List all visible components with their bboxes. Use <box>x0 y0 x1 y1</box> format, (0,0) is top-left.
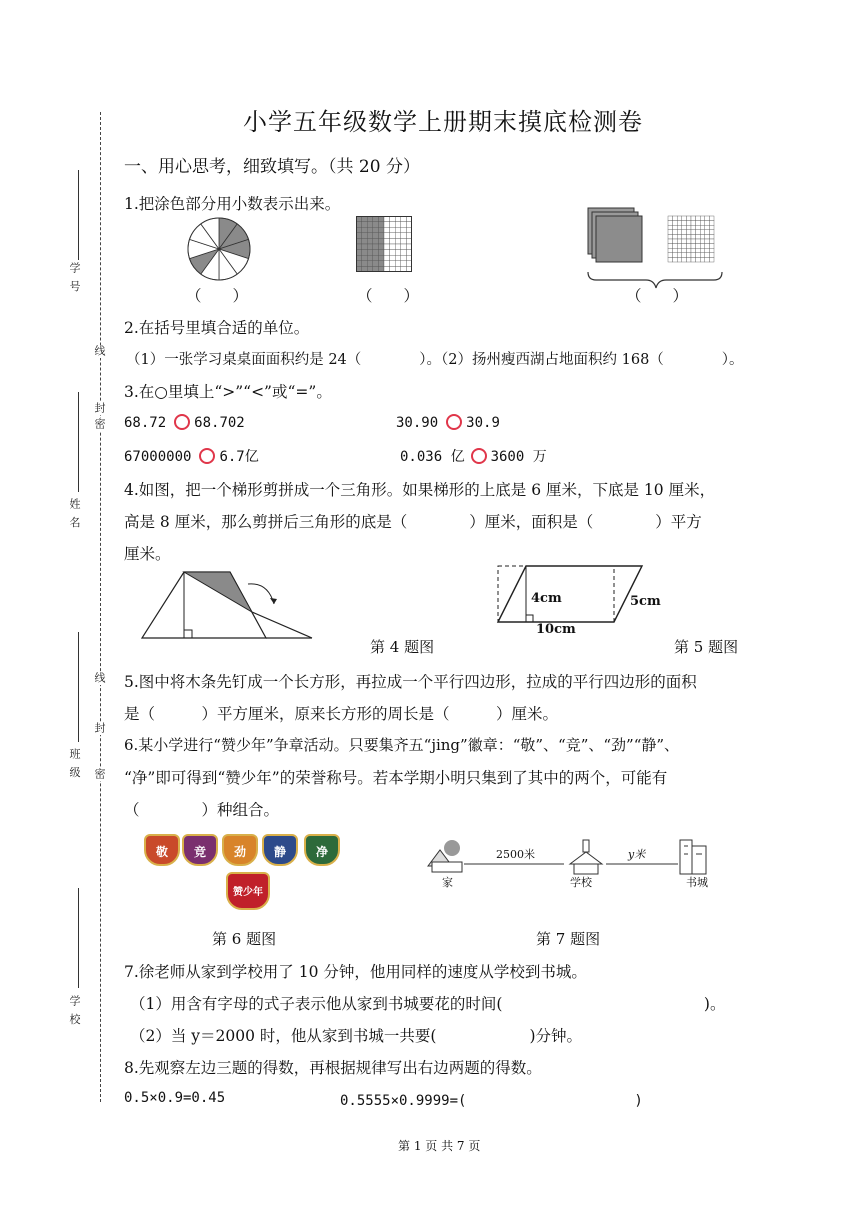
q7-text: 7.徐老师从家到学校用了 10 分钟，他用同样的速度从学校到书城。 <box>124 963 587 981</box>
q7-dist2-label: y米 <box>628 848 646 861</box>
q6-line3: （ ）种组合。 <box>124 801 280 819</box>
q3-value: 0.036 亿 <box>400 449 465 465</box>
grid-cell <box>401 255 407 261</box>
margin-school-label: 学 校 <box>68 995 81 1027</box>
grid-cell <box>677 216 682 221</box>
grid-cell <box>677 257 682 262</box>
grid-cell <box>668 257 673 262</box>
grid-cell <box>668 216 673 221</box>
compare-circle[interactable] <box>471 448 487 464</box>
grid-cell <box>691 221 696 226</box>
grid-cell <box>384 233 390 239</box>
q5-caption: 第 5 题图 <box>674 638 739 656</box>
grid-cell <box>373 233 379 239</box>
grid-cell <box>700 234 705 239</box>
grid-cell <box>686 253 691 258</box>
grid-cell <box>677 230 682 235</box>
grid-cell <box>384 261 390 267</box>
q6-line1: 6.某小学进行“赞少年”争章活动。只要集齐五“jing”徽章：“敬”、“竞”、“劲”“静”、 <box>124 736 680 754</box>
grid-cell <box>378 244 384 250</box>
q5-line1: 5.图中将木条先钉成一个长方形，再拉成一个平行四边形，拉成的平行四边形的面积 <box>124 673 697 691</box>
grid-cell <box>705 216 710 221</box>
q5-height-label: 4cm <box>531 591 562 606</box>
grid-cell <box>709 239 714 244</box>
grid-cell <box>705 239 710 244</box>
grid-cell <box>700 239 705 244</box>
grid-cell <box>686 225 691 230</box>
grid-cell <box>686 239 691 244</box>
grid-cell <box>390 238 396 244</box>
grid-cell <box>367 222 373 228</box>
grid-cell <box>384 250 390 256</box>
grid-cell <box>673 239 678 244</box>
q3-value: 3600 万 <box>490 449 547 465</box>
grid-cell <box>668 244 673 249</box>
grid2-cells <box>668 216 714 262</box>
grid-cell <box>373 222 379 228</box>
q3-value: 68.72 <box>124 415 167 431</box>
grid-cell <box>395 222 401 228</box>
grid-cell <box>668 248 673 253</box>
badge-jing-strength: 劲 <box>222 834 258 866</box>
q3-value: 68.702 <box>194 415 245 431</box>
grid-cell <box>682 230 687 235</box>
grid-cell <box>362 222 368 228</box>
grid-cell <box>401 250 407 256</box>
q5-base-label: 10cm <box>536 622 576 637</box>
grid-cell <box>691 253 696 258</box>
grid-cell <box>362 255 368 261</box>
grid-cell <box>395 227 401 233</box>
grid-cell <box>401 244 407 250</box>
badge-jing-clean: 净 <box>304 834 340 866</box>
grid-cell <box>373 244 379 250</box>
margin-class-line <box>78 632 79 742</box>
compare-circle[interactable] <box>174 414 190 430</box>
seal-top-3: 密 <box>93 418 106 431</box>
grid-cell <box>691 230 696 235</box>
grid-cell <box>682 239 687 244</box>
page-footer: 第 1 页 共 7 页 <box>398 1139 481 1153</box>
grid-cell <box>673 225 678 230</box>
grid-cell <box>395 238 401 244</box>
grid-cell <box>384 238 390 244</box>
grid-cell <box>362 233 368 239</box>
q7-dist1-label: 2500米 <box>496 848 535 861</box>
grid-cell <box>705 248 710 253</box>
grid-cell <box>673 234 678 239</box>
seal-bottom-2: 封 <box>93 722 106 735</box>
grid-cell <box>367 227 373 233</box>
q3-row2-left <box>124 446 259 466</box>
q8-right-expr: 0.5555×0.9999=( ) <box>340 1093 643 1109</box>
grid-cell <box>367 244 373 250</box>
q7-sub2: （2）当 y＝2000 时，他从家到书城一共要( )分钟。 <box>130 1027 583 1045</box>
q1-blank-1[interactable]: （ ） <box>186 287 249 305</box>
grid-cell <box>691 248 696 253</box>
grid-cell <box>378 250 384 256</box>
grid-cell <box>362 238 368 244</box>
q4-line3: 厘米。 <box>124 545 171 563</box>
grid-cell <box>390 250 396 256</box>
page-title: 小学五年级数学上册期末摸底检测卷 <box>243 108 643 136</box>
q6-line2: “净”即可得到“赞少年”的荣誉称号。若本学期小明只集到了其中的两个，可能有 <box>124 769 668 787</box>
grid-cell <box>686 221 691 226</box>
grid-cell <box>677 221 682 226</box>
compare-circle[interactable] <box>199 448 215 464</box>
margin-school-line <box>78 888 79 988</box>
grid-cell <box>677 244 682 249</box>
margin-student-no-label: 学 号 <box>68 262 81 294</box>
grid-cell <box>367 233 373 239</box>
seal-bottom-3: 密 <box>93 768 106 781</box>
grid-cell <box>700 253 705 258</box>
grid-cell <box>401 222 407 228</box>
grid-cell <box>390 227 396 233</box>
grid-cell <box>696 221 701 226</box>
grid-cell <box>686 216 691 221</box>
grid-cell <box>696 216 701 221</box>
q7-caption: 第 7 题图 <box>536 930 601 948</box>
grid-cell <box>673 216 678 221</box>
grid-cell <box>696 253 701 258</box>
q1-grid-figure <box>356 216 412 272</box>
grid-cell <box>668 253 673 258</box>
grid-cell <box>378 222 384 228</box>
q1-blank-3[interactable]: （ ） <box>626 287 689 305</box>
q1-stacked-squares-figure <box>586 206 726 296</box>
seal-top-1: 线 <box>93 345 106 358</box>
q1-text: 1.把涂色部分用小数表示出来。 <box>124 195 341 213</box>
grid-cell <box>378 227 384 233</box>
grid-cell <box>362 261 368 267</box>
grid-cell <box>682 248 687 253</box>
badge-zan-shaonian: 赞少年 <box>226 872 270 910</box>
grid-cell <box>709 244 714 249</box>
grid-cell <box>709 234 714 239</box>
grid-cell <box>682 253 687 258</box>
q7-home-label: 家 <box>442 876 453 889</box>
grid-cell <box>705 234 710 239</box>
grid-cell <box>691 239 696 244</box>
grid-cell <box>677 225 682 230</box>
grid-cell <box>682 234 687 239</box>
grid-cell <box>691 257 696 262</box>
grid-cell <box>367 250 373 256</box>
margin-class-label: 班 级 <box>68 748 81 780</box>
grid-cell <box>709 230 714 235</box>
grid-cell <box>673 230 678 235</box>
q3-text: 3.在○里填上“>”“<”或“=”。 <box>124 383 332 401</box>
grid-cell <box>705 253 710 258</box>
grid-cell <box>373 227 379 233</box>
grid-cell <box>673 221 678 226</box>
q3-value: 30.90 <box>396 415 439 431</box>
grid-cell <box>677 253 682 258</box>
q1-blank-2[interactable]: （ ） <box>357 287 420 305</box>
grid-cell <box>673 257 678 262</box>
grid-cell <box>384 244 390 250</box>
q7-school-label: 学校 <box>570 876 592 889</box>
grid-cell <box>378 233 384 239</box>
grid-cell <box>668 221 673 226</box>
grid-cell <box>696 230 701 235</box>
grid-cell <box>691 234 696 239</box>
q4-trapezoid-figure <box>140 568 320 642</box>
grid-cell <box>373 250 379 256</box>
grid-cell <box>691 225 696 230</box>
grid-cell <box>700 257 705 262</box>
q4-line2: 高是 8 厘米，那么剪拼后三角形的底是（ ）厘米，面积是（ ）平方 <box>124 513 702 531</box>
q2-text: 2.在括号里填合适的单位。 <box>124 319 310 337</box>
grid-cell <box>390 244 396 250</box>
grid-cell <box>362 244 368 250</box>
grid-cell <box>378 255 384 261</box>
grid-cell <box>390 222 396 228</box>
q7-sub1: （1）用含有字母的式子表示他从家到书城要花的时间( )。 <box>130 995 726 1013</box>
seal-bottom-1: 线 <box>93 672 106 685</box>
grid-cell <box>384 255 390 261</box>
q5-side-label: 5cm <box>630 594 661 609</box>
compare-circle[interactable] <box>446 414 462 430</box>
grid-cell <box>367 255 373 261</box>
q3-value: 67000000 <box>124 449 192 465</box>
q3-row1-right <box>396 414 500 431</box>
grid-cell <box>705 230 710 235</box>
grid-cell <box>668 230 673 235</box>
q8-left-expr: 0.5×0.9=0.45 <box>124 1090 226 1106</box>
grid-cell <box>682 221 687 226</box>
grid-cell <box>401 261 407 267</box>
grid-cell <box>362 250 368 256</box>
badge-jing-quiet: 静 <box>262 834 298 866</box>
q3-row1-left <box>124 414 245 431</box>
badge-jing-respect: 敬 <box>144 834 180 866</box>
grid-cell <box>686 244 691 249</box>
binding-dashed-line <box>100 112 101 1102</box>
grid-cell <box>390 233 396 239</box>
grid-cell <box>677 248 682 253</box>
grid-cell <box>395 244 401 250</box>
grid-cell <box>677 239 682 244</box>
grid-cell <box>705 244 710 249</box>
q2-line: （1）一张学习桌桌面面积约是 24（ ）。（2）扬州瘦西湖占地面积约 168（ ）。 <box>126 352 744 368</box>
grid-cell <box>401 233 407 239</box>
grid-cell <box>395 233 401 239</box>
grid-cell <box>673 244 678 249</box>
margin-name-label: 姓 名 <box>68 498 81 530</box>
grid-cell <box>673 248 678 253</box>
q8-text: 8.先观察左边三题的得数，再根据规律写出右边两题的得数。 <box>124 1059 542 1077</box>
grid-cell <box>378 238 384 244</box>
grid-cell <box>696 234 701 239</box>
q4-caption: 第 4 题图 <box>370 638 435 656</box>
grid-cell <box>709 257 714 262</box>
grid-cell <box>390 255 396 261</box>
grid-cell <box>705 221 710 226</box>
q7-bookstore-label: 书城 <box>686 876 708 889</box>
grid-cell <box>362 227 368 233</box>
grid-cell <box>696 225 701 230</box>
grid-cell <box>682 244 687 249</box>
grid-cell <box>696 239 701 244</box>
grid-cell <box>700 244 705 249</box>
grid-cell <box>696 244 701 249</box>
grid-cell <box>700 230 705 235</box>
q3-row2-right <box>400 446 547 466</box>
grid-cell <box>709 216 714 221</box>
grid-cell <box>700 216 705 221</box>
grid-cell <box>395 250 401 256</box>
grid-cell <box>401 238 407 244</box>
grid-cell <box>668 225 673 230</box>
grid-cell <box>384 227 390 233</box>
grid-cell <box>668 239 673 244</box>
grid-cell <box>373 261 379 267</box>
grid-cell <box>696 248 701 253</box>
q4-line1: 4.如图，把一个梯形剪拼成一个三角形。如果梯形的上底是 6 厘米，下底是 10 厘米， <box>124 481 716 499</box>
grid-cell <box>373 238 379 244</box>
grid-cell <box>709 248 714 253</box>
grid-cell <box>373 255 379 261</box>
grid-cell <box>691 244 696 249</box>
q3-value: 30.9 <box>466 415 500 431</box>
grid-cell <box>395 255 401 261</box>
grid-cell <box>682 216 687 221</box>
grid-cell <box>700 221 705 226</box>
grid-cell <box>696 257 701 262</box>
q1-pie-figure <box>186 216 252 282</box>
grid-cell <box>668 234 673 239</box>
seal-top-2: 封 <box>93 402 106 415</box>
section-1-heading: 一、用心思考，细致填写。（共 20 分） <box>124 157 420 177</box>
grid-cell <box>686 248 691 253</box>
grid-cell <box>700 248 705 253</box>
grid-cell <box>686 230 691 235</box>
grid-cell <box>705 257 710 262</box>
grid-cell <box>709 221 714 226</box>
grid-cell <box>686 234 691 239</box>
margin-name-line <box>78 392 79 492</box>
grid-cell <box>682 257 687 262</box>
grid-cell <box>686 257 691 262</box>
grid-cell <box>709 225 714 230</box>
grid-cell <box>390 261 396 267</box>
grid-cell <box>367 238 373 244</box>
q6-caption: 第 6 题图 <box>212 930 277 948</box>
grid-cell <box>401 227 407 233</box>
grid-cell <box>367 261 373 267</box>
grid-cell <box>673 253 678 258</box>
grid-cell <box>709 253 714 258</box>
q3-value: 6.7亿 <box>219 449 259 465</box>
grid-cells <box>356 216 412 272</box>
grid-cell <box>691 216 696 221</box>
margin-student-no-line <box>78 170 79 260</box>
badge-jing-compete: 竞 <box>182 834 218 866</box>
grid-cell <box>705 225 710 230</box>
grid-cell <box>395 261 401 267</box>
q5-line2: 是（ ）平方厘米，原来长方形的周长是（ ）厘米。 <box>124 705 559 723</box>
grid-cell <box>384 222 390 228</box>
grid-cell <box>700 225 705 230</box>
grid-cell <box>677 234 682 239</box>
grid-cell <box>682 225 687 230</box>
grid-cell <box>378 261 384 267</box>
